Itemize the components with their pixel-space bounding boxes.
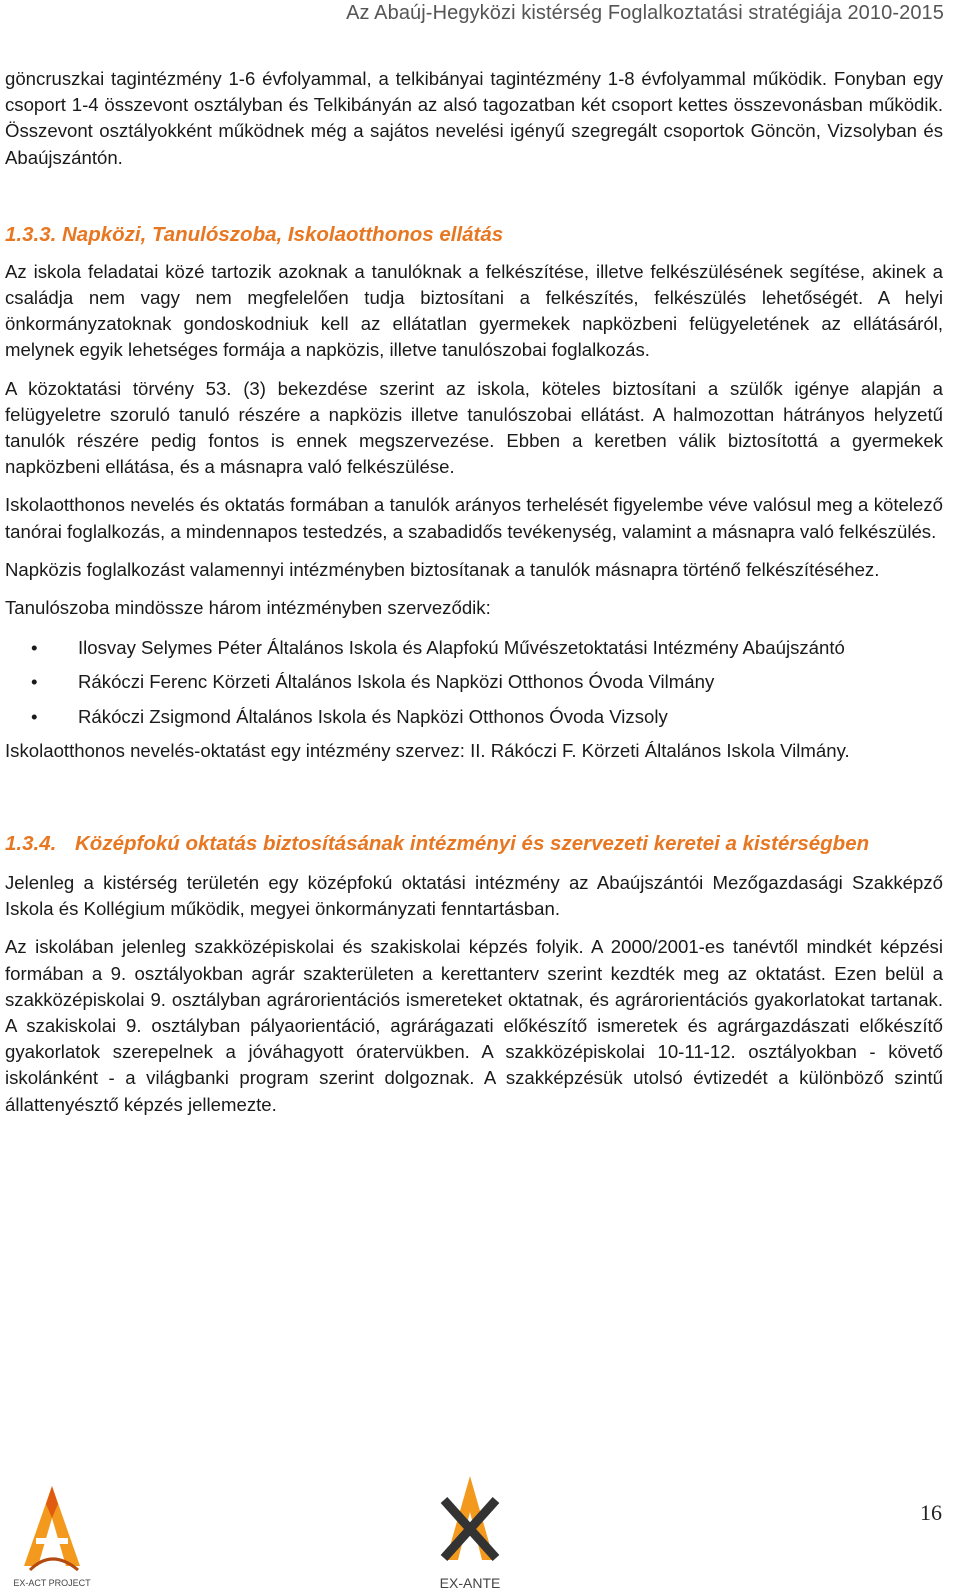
section-1-3-3-paragraph-5: Tanulószoba mindössze három intézményben szerveződik:	[5, 597, 491, 619]
section-1-3-4-paragraph-2: Az iskolában jelenleg szakközépiskolai és szakiskolai képzés folyik. A 2000/2001-es tanévtől mindkét képzési formában a 9. osztályokban agrár szakterületen a kerettanterv szerint kezdték meg az oktatást. Ezen belül a szakközépiskolai 9. osztályban agrárorientációs ismereteket oktatnak, és agrárorientációs gyakorlatokat tartanak. A szakiskolai 9. osztályban pályaorientáció, agrárágazati előkészítő ismeretek és agrárgazdászati előkészítő gyakorlatok szerepelnek a jóváhagyott óratervükben. A szakközépiskolai 10-11-12. osztályokban - követő iskolánként - a világbanki program szerint dolgoznak. A szakképzésük utolsó évtizedét a különböző szintű állattenyésztő képzés jellemezte.	[5, 936, 943, 1115]
section-1-3-3-paragraph-4: Napközis foglalkozást valamennyi intézményben biztosítanak a tanulók másnapra történő felkészítéséhez.	[5, 558, 880, 580]
tanuloszoba-list	[5, 635, 943, 730]
section-1-3-4-paragraph-1: Jelenleg a kistérség területén egy középfokú oktatási intézmény az Abaújszántói Mezőgazdasági Szakképző Iskola és Kollégium működik, megyei önkormányzati fenntartásban.	[5, 872, 943, 920]
document-body	[5, 66, 943, 1118]
running-header: Az Abaúj-Hegyközi kistérség Foglalkoztatási stratégiája 2010-2015	[346, 2, 944, 24]
list-item: • Rákóczi Ferenc Körzeti Általános Iskola és Napközi Otthonos Óvoda Vilmány	[5, 669, 943, 695]
intro-paragraph: göncruszkai tagintézmény 1-6 évfolyammal, a telkibányai tagintézmény 1-8 évfolyammal működik. Fonyban egy csoport 1-4 összevont osztályban és Telkibányán az alsó tagozatban két csoport kettes összevonásban működik. Összevont osztályokként működnek még a sajátos nevelési igényű szegregált csoportok Göncön, Vizsolyban és Abaújszántón.	[5, 68, 943, 168]
bullet-icon: •	[31, 637, 38, 659]
section-1-3-3-paragraph-3: Iskolaotthonos nevelés és oktatás formában a tanulók arányos terhelését figyelembe véve valósul meg a kötelező tanórai foglalkozás, a mindennapos testedzés, a szabadidős tevékenység, valamint a másnapra való felkészülés.	[5, 494, 943, 542]
section-1-3-3-paragraph-2: A közoktatási törvény 53. (3) bekezdése szerint az iskola, köteles biztosítani a szülők igénye alapján a felügyeletre szoruló tanuló részére a napközis illetve tanulószobai ellátást. A halmozottan hátrányos helyzetű tanulók részére pedig fontos is ennek megszervezése. Ebben a keretben válik biztosítottá a gyermekek napközbeni ellátása, és a másnapra való felkészülése.	[5, 377, 943, 478]
page-number: 16	[920, 1500, 942, 1525]
exact-logo-icon	[12, 1478, 92, 1573]
bullet-icon: •	[31, 705, 38, 727]
section-1-3-4-heading	[5, 830, 943, 858]
section-title: Középfokú oktatás biztosításának intézményi és szervezeti keretei a kistérségben	[75, 832, 870, 856]
exact-logo-caption: EX-ACT PROJECT	[13, 1578, 91, 1588]
bullet-icon: •	[31, 671, 38, 693]
ex-ante-logo-icon	[430, 1470, 510, 1570]
section-number: 1.3.4.	[5, 832, 57, 856]
exact-project-logo	[12, 1478, 92, 1588]
ex-ante-logo-caption: EX-ANTE	[439, 1575, 501, 1591]
section-1-3-3-paragraph-1: Az iskola feladatai közé tartozik azoknak a tanulóknak a felkészítése, illetve felkészülésének segítése, akinek a családja nem vagy nem megfelelően tudja biztosítani a felkészítés, felkészülés lehetőségét. A helyi önkormányzatoknak gondoskodniuk kell az ellátatlan gyermekek napközbeni felügyeletének az ellátásáról, melynek egyik lehetséges formája a napközis, illetve tanulószobai foglalkozás.	[5, 260, 943, 361]
section-1-3-3-heading: 1.3.3. Napközi, Tanulószoba, Iskolaotthonos ellátás	[5, 222, 504, 246]
list-item: • Rákóczi Zsigmond Általános Iskola és Napközi Otthonos Óvoda Vizsoly	[5, 704, 943, 730]
section-1-3-3-paragraph-6: Iskolaotthonos nevelés-oktatást egy intézmény szervez: II. Rákóczi F. Körzeti Általános Iskola Vilmány.	[5, 739, 850, 761]
list-item: • Ilosvay Selymes Péter Általános Iskola és Alapfokú Művészetoktatási Intézmény Abaújszántó	[5, 635, 943, 661]
ex-ante-logo	[430, 1470, 510, 1590]
